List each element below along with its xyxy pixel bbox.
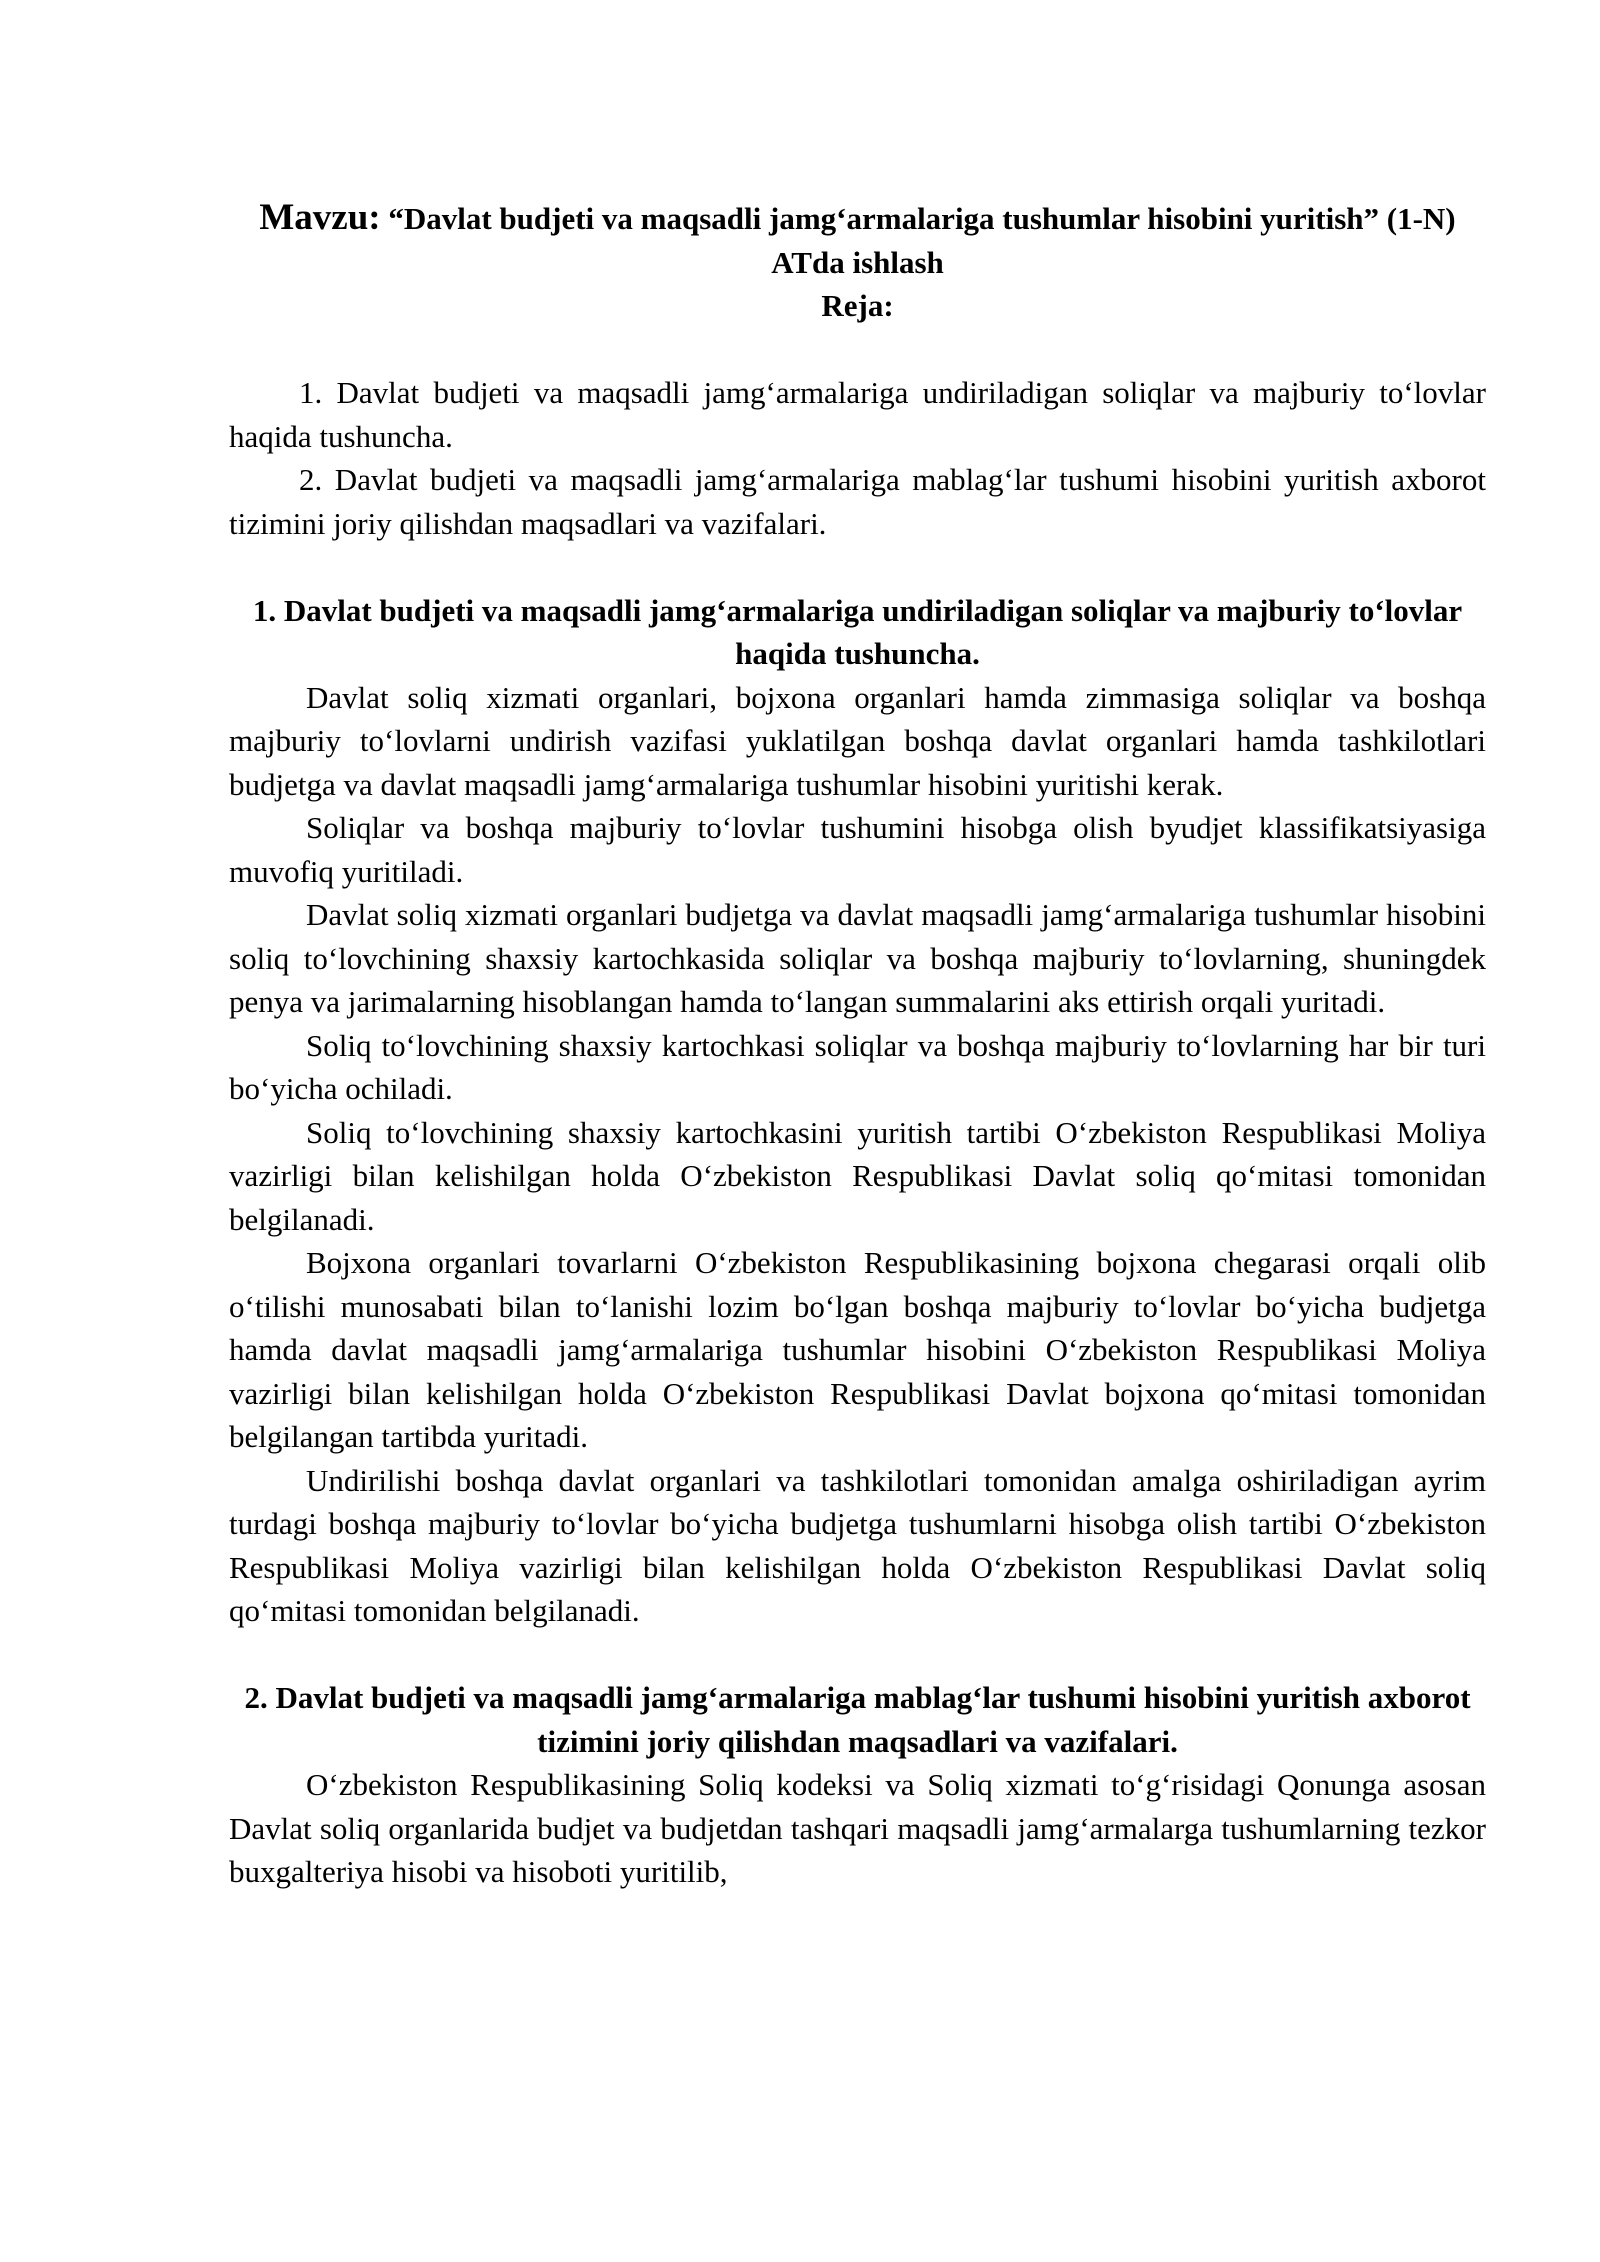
paragraph: Davlat soliq xizmati organlari budjetga va davlat maqsadli jamg‘armalariga tushumlar hisobini soliq to‘lovchining shaxsiy kartochkasida soliqlar va boshqa majburiy to‘lovlarning, shuningdek penya va jarimalarning hisoblangan hamda to‘langan summalarini aks ettirish orqali yuritadi. — [229, 897, 1486, 1019]
paragraph: Soliq to‘lovchining shaxsiy kartochkasini yuritish tartibi O‘zbekiston Respublikasi Moliya vazirligi bilan kelishilgan holda O‘zbekiston Respublikasi Davlat soliq qo‘mitasi tomonidan belgilanadi. — [229, 1114, 1486, 1237]
paragraph: Undirilishi boshqa davlat organlari va tashkilotlari tomonidan amalga oshiriladigan ayrim turdagi boshqa majburiy to‘lovlar bo‘yicha budjetga tushumlarni hisobga olish tartibi O‘zbekiston Respublikasi Moliya vazirligi bilan kelishilgan holda O‘zbekiston Respublikasi Davlat soliq qo‘mitasi tomonidan belgilanadi. — [229, 1462, 1486, 1628]
spacer — [229, 1633, 1486, 1677]
document-page — [229, 196, 1486, 1894]
title-label: Mavzu: — [259, 197, 381, 238]
section-heading: 2. Davlat budjeti va maqsadli jamg‘armalariga mablag‘lar tushumi hisobini yuritish axborot tizimini joriy qilishdan maqsadlari va vazifalari. — [244, 1680, 1471, 1759]
plan-item: 1. Davlat budjeti va maqsadli jamg‘armalariga undiriladigan soliqlar va majburiy to‘lovlar haqida tushuncha. — [229, 375, 1486, 454]
title-text: “Davlat budjeti va maqsadli jamg‘armalariga tushumlar hisobini yuritish” (1-N) ATda ishlash — [388, 201, 1456, 280]
document-title — [229, 196, 1486, 284]
spacer — [229, 328, 1486, 372]
paragraph: Soliqlar va boshqa majburiy to‘lovlar tushumini hisobga olish byudjet klassifikatsiyasiga muvofiq yuritiladi. — [229, 810, 1486, 889]
section-heading: 1. Davlat budjeti va maqsadli jamg‘armalariga undiriladigan soliqlar va majburiy to‘lovlar haqida tushuncha. — [252, 592, 1463, 671]
plan-item: 2. Davlat budjeti va maqsadli jamg‘armalariga mablag‘lar tushumi hisobini yuritish axborot tizimini joriy qilishdan maqsadlari va vazifalari. — [229, 462, 1486, 541]
paragraph: O‘zbekiston Respublikasining Soliq kodeksi va Soliq xizmati to‘g‘risidagi Qonunga asosan Davlat soliq organlarida budjet va budjetdan tashqari maqsadli jamg‘armalarga tushumlarning tezkor buxgalteriya hisobi va hisoboti yuritilib, — [229, 1767, 1486, 1889]
paragraph: Davlat soliq xizmati organlari, bojxona organlari hamda zimmasiga soliqlar va boshqa majburiy to‘lovlarni undirish vazifasi yuklatilgan boshqa davlat organlari hamda tashkilotlari budjetga va davlat maqsadli jamg‘armalariga tushumlar hisobini yuritishi kerak. — [229, 679, 1486, 802]
spacer — [229, 545, 1486, 589]
paragraph: Bojxona organlari tovarlarni O‘zbekiston Respublikasining bojxona chegarasi orqali olib o‘tilishi munosabati bilan to‘lanishi lozim bo‘lgan boshqa majburiy to‘lovlar bo‘yicha budjetga hamda davlat maqsadli jamg‘armalariga tushumlar hisobini O‘zbekiston Respublikasi Moliya vazirligi bilan kelishilgan holda O‘zbekiston Respublikasi Davlat bojxona qo‘mitasi tomonidan belgilangan tartibda yuritadi. — [229, 1245, 1486, 1454]
plan-heading: Reja: — [821, 288, 894, 323]
paragraph: Soliq to‘lovchining shaxsiy kartochkasi soliqlar va boshqa majburiy to‘lovlarning har bir turi bo‘yicha ochiladi. — [229, 1027, 1486, 1106]
